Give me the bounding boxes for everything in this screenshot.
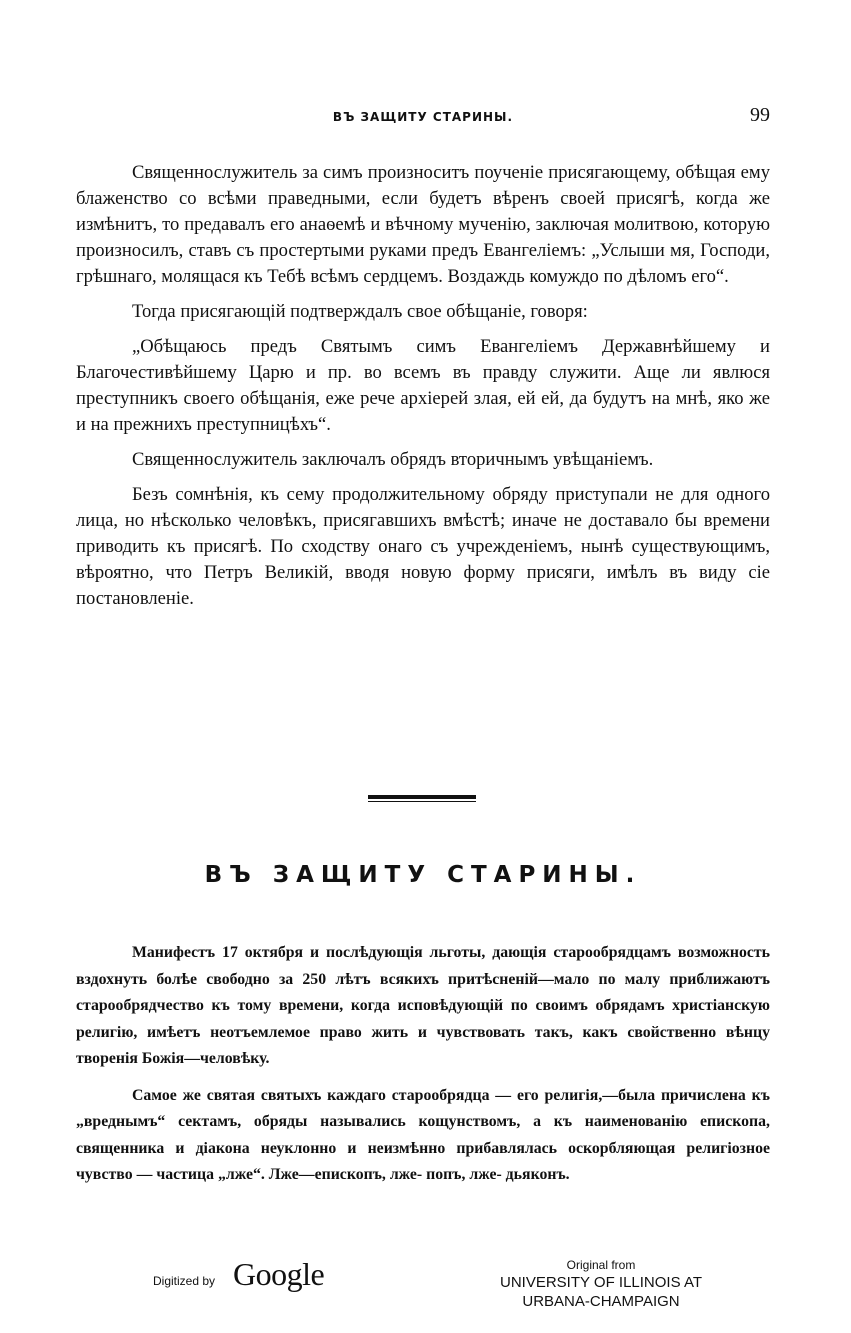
section-defense-text	[76, 940, 770, 1189]
paragraph: Самое же святая святыхъ каждаго старообрядца — его религія,—была причислена къ „вреднымъ“ сектамъ, обряды назывались кощунствомъ, а къ наименованію епископа, священника и діакона неуклонно и неизмѣнно прибавлялась оскорбляющая религіозное чувство — частица „лже“. Лже—епископъ, лже- попъ, лже- дьяконъ.	[76, 1086, 770, 1183]
divider-thin-rule	[368, 801, 476, 802]
running-header	[76, 104, 770, 134]
institution-line-2: URBANA-CHAMPAIGN	[522, 1293, 680, 1310]
paragraph: „Обѣщаюсь предъ Святымъ симъ Евангеліемъ Державнѣйшему и Благочестивѣйшему Царю и пр. во всемъ въ правду служити. Аще ли явлюся преступникъ своего обѣщанія, еже рече архіерей злая, ей ей, да будутъ на мнѣ, яко же и на прежнихъ преступницѣхъ“.	[76, 336, 770, 435]
google-logo: Google	[233, 1256, 325, 1292]
paragraph: Священнослужитель за симъ произноситъ поученіе присягающему, обѣщая ему блаженство со всѣми праведными, если будетъ вѣренъ своей присягѣ, когда же измѣнитъ, то предавалъ его анаѳемѣ и вѣчному мученію, заключая молитвою, которую произносилъ, ставъ съ простертыми руками предъ Евангеліемъ: „Услыши мя, Господи, грѣшнаго, молящася къ Тебѣ всѣмъ сердцемъ. Воздаждь комуждо по дѣломъ его“.	[76, 162, 770, 287]
original-from-label: Original from	[566, 1258, 636, 1272]
divider-thick-rule	[368, 795, 476, 799]
institution-line-1: UNIVERSITY OF ILLINOIS AT	[500, 1274, 702, 1291]
paragraph: Манифестъ 17 октября и послѣдующія льготы, дающія старообрядцамъ возможность вздохнуть болѣе свободно за 250 лѣтъ всякихъ притѣсненій—мало по малу приближаютъ старообрядчество къ тому времени, когда исповѣдующій по своимъ обрядамъ христіанскую религію, имѣетъ неотъемлемое право жить и чувствовать такъ, какъ свойственно вѣнцу творенія Божія—человѣку.	[76, 944, 770, 1067]
section-divider	[368, 795, 476, 803]
running-title: ВЪ ЗАЩИТУ СТАРИНЫ.	[332, 110, 514, 124]
paragraph: Безъ сомнѣнія, къ сему продолжительному обряду приступали не для одного лица, но нѣсколько человѣкъ, присягавшихъ вмѣстѣ; иначе не доставало бы времени приводить къ присягѣ. По сходству онаго съ учрежденіемъ, нынѣ существующимъ, вѣроятно, что Петръ Великій, вводя новую форму присяги, имѣлъ въ виду сіе постановленіе.	[76, 484, 770, 609]
paragraph: Тогда присягающій подтверждалъ свое обѣщаніе, говоря:	[132, 301, 588, 322]
section-oath-text	[76, 160, 770, 612]
page-number: 99	[750, 104, 770, 126]
section-title: ВЪ ЗАЩИТУ СТАРИНЫ.	[204, 862, 642, 888]
original-source-credit	[470, 1257, 732, 1311]
paragraph: Священнослужитель заключалъ обрядъ вторичнымъ увѣщаніемъ.	[132, 449, 654, 470]
digitized-by-label: Digitized by	[153, 1274, 216, 1288]
